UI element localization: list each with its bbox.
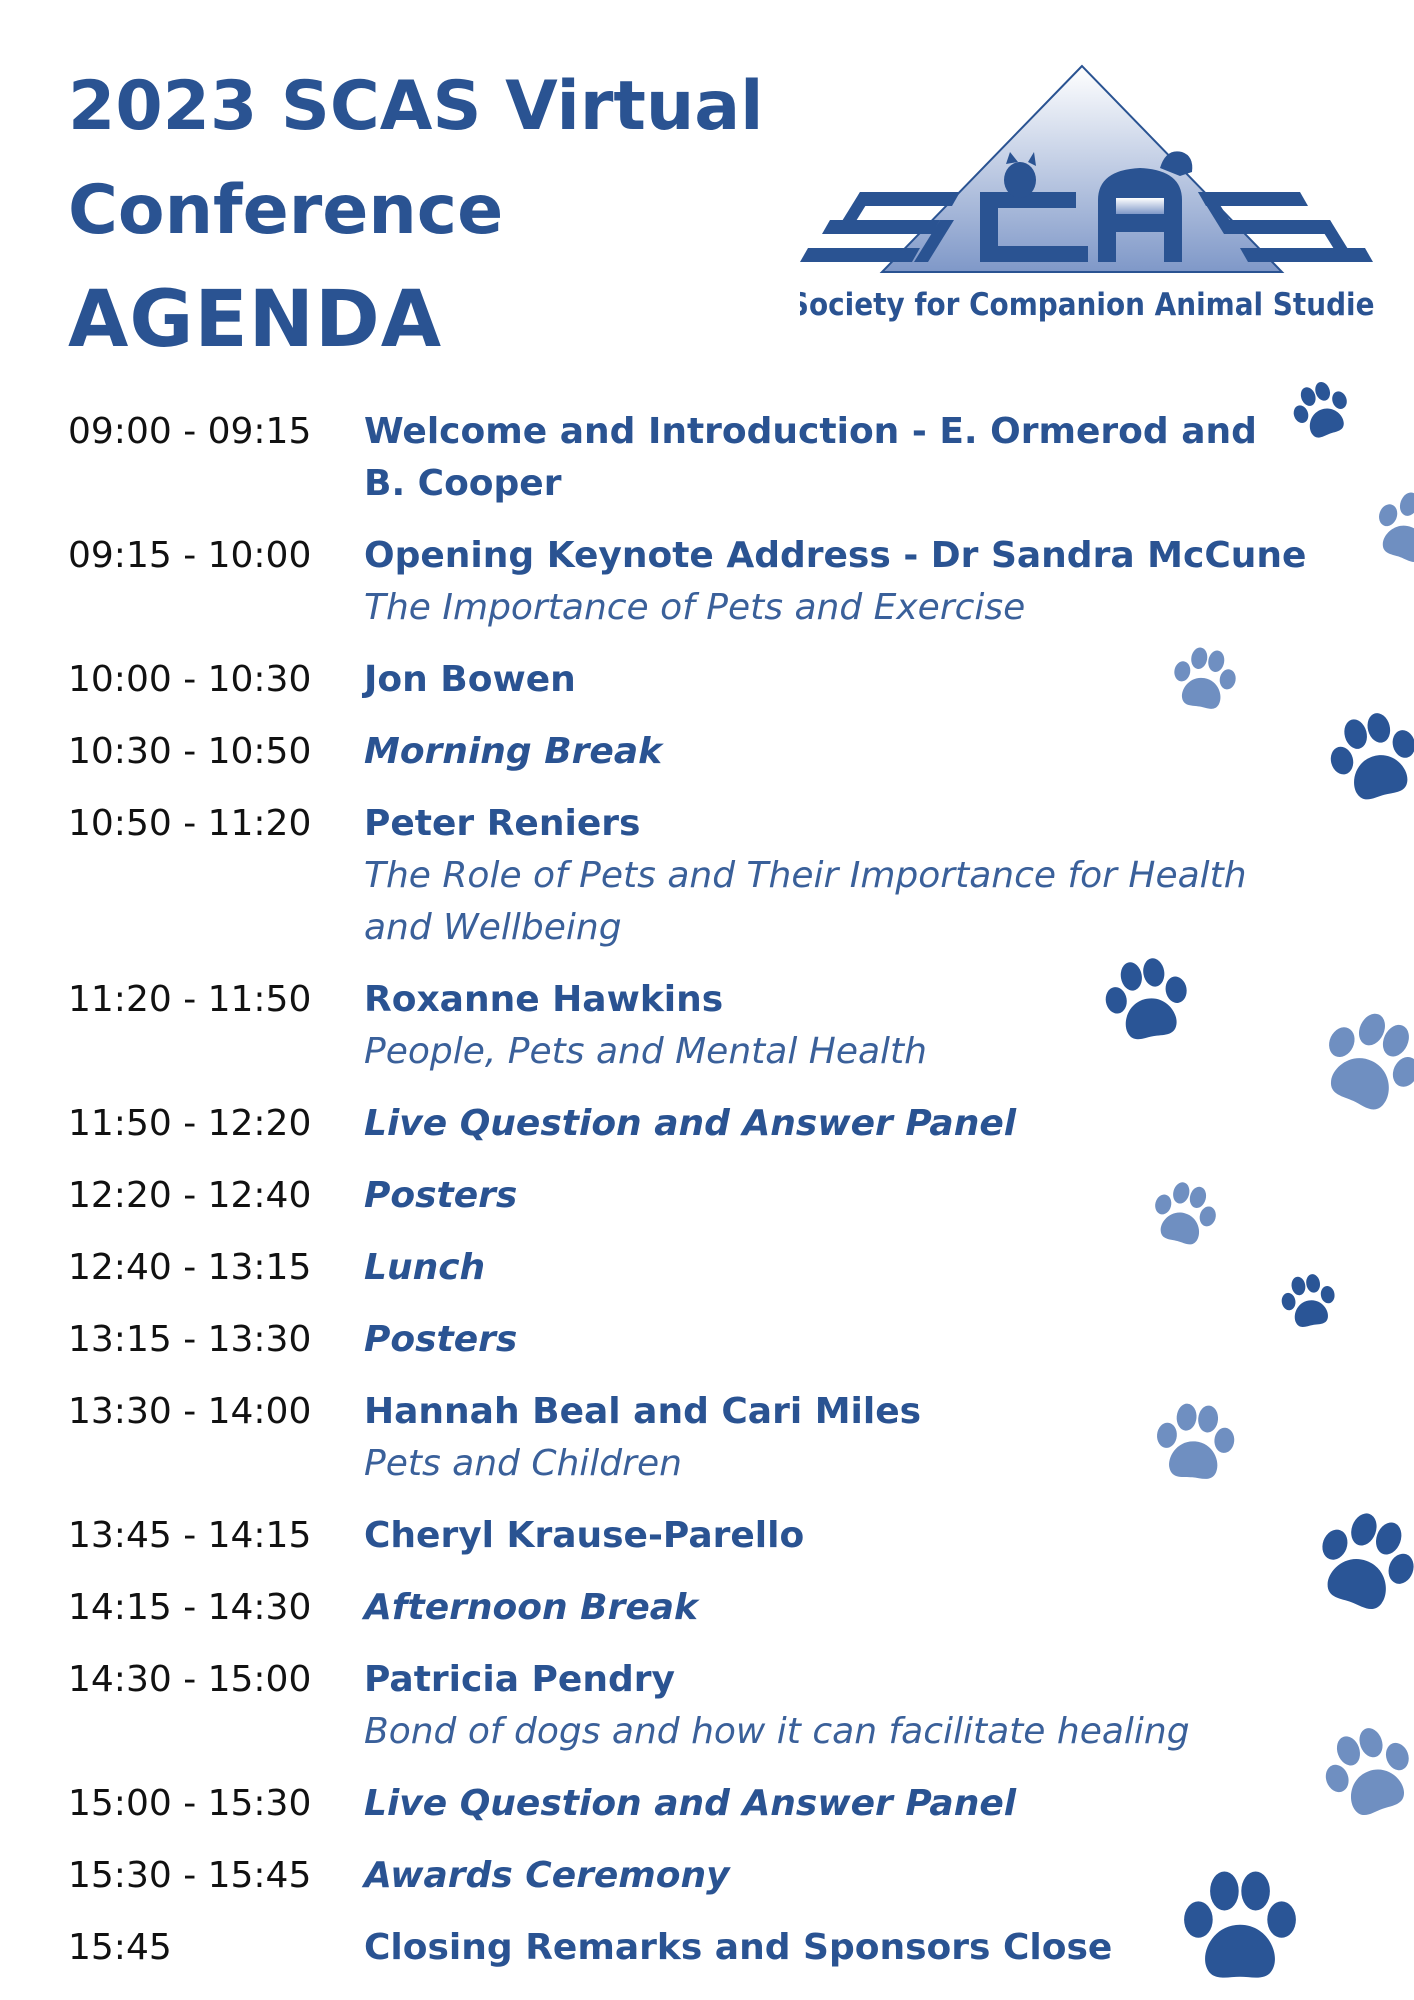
agenda-row xyxy=(68,1242,1308,1294)
agenda-time: 09:00 - 09:15 xyxy=(68,411,312,452)
agenda-title: Welcome and Introduction - E. Ormerod and B. Cooper xyxy=(364,411,1257,504)
agenda-time: 10:30 - 10:50 xyxy=(68,731,312,772)
agenda-row xyxy=(68,1922,1308,1974)
agenda-title: Cheryl Krause-Parello xyxy=(364,1515,805,1556)
paw-print-icon xyxy=(1325,710,1414,810)
agenda-subtitle: The Importance of Pets and Exercise xyxy=(364,587,1026,628)
agenda-row xyxy=(68,1654,1308,1758)
agenda-info xyxy=(364,1314,1308,1366)
agenda-title: Posters xyxy=(364,1175,518,1216)
agenda-info xyxy=(364,406,1308,510)
agenda-title: Live Question and Answer Panel xyxy=(364,1783,1017,1824)
paw-print-icon xyxy=(1290,380,1354,444)
agenda-row xyxy=(68,1170,1308,1222)
agenda-row xyxy=(68,530,1308,634)
agenda-title: Morning Break xyxy=(364,731,663,772)
agenda-title: Opening Keynote Address - Dr Sandra McCune xyxy=(364,535,1307,576)
agenda-time: 09:15 - 10:00 xyxy=(68,535,312,576)
agenda-time: 13:15 - 13:30 xyxy=(68,1319,312,1360)
agenda-heading: AGENDA xyxy=(68,275,443,365)
paw-print-icon xyxy=(1310,1510,1414,1620)
agenda-info xyxy=(364,1922,1308,1974)
agenda-time: 14:15 - 14:30 xyxy=(68,1587,312,1628)
paw-print-icon xyxy=(1100,955,1195,1050)
agenda-title: Awards Ceremony xyxy=(364,1855,730,1896)
agenda-title: Live Question and Answer Panel xyxy=(364,1103,1017,1144)
agenda-time: 15:45 xyxy=(68,1927,172,1968)
agenda-title: Afternoon Break xyxy=(364,1587,699,1628)
agenda-row xyxy=(68,654,1308,706)
agenda-title: Roxanne Hawkins xyxy=(364,979,724,1020)
paw-print-icon xyxy=(1320,1725,1414,1825)
agenda-title: Peter Reniers xyxy=(364,803,641,844)
agenda-title: Closing Remarks and Sponsors Close xyxy=(364,1927,1113,1968)
agenda-time: 14:30 - 15:00 xyxy=(68,1659,312,1700)
page-title-line1: 2023 SCAS Virtual xyxy=(68,67,764,146)
page-title-line2: Conference xyxy=(68,171,504,250)
agenda-list xyxy=(68,406,1308,1974)
paw-print-icon xyxy=(1148,1180,1220,1252)
agenda-info xyxy=(364,726,1308,778)
agenda-row xyxy=(68,1850,1308,1902)
agenda-title: Hannah Beal and Cari Miles xyxy=(364,1391,922,1432)
agenda-time: 10:00 - 10:30 xyxy=(68,659,312,700)
agenda-title: Posters xyxy=(364,1319,518,1360)
agenda-time: 15:00 - 15:30 xyxy=(68,1783,312,1824)
agenda-info xyxy=(364,1850,1308,1902)
agenda-time: 12:40 - 13:15 xyxy=(68,1247,312,1288)
paw-print-icon xyxy=(1168,645,1240,717)
paw-print-icon xyxy=(1175,1865,1305,1995)
agenda-info xyxy=(364,1510,1308,1562)
agenda-time: 13:45 - 14:15 xyxy=(68,1515,312,1556)
agenda-row xyxy=(68,1386,1308,1490)
agenda-row xyxy=(68,1582,1308,1634)
agenda-info xyxy=(364,1098,1308,1150)
agenda-subtitle: Bond of dogs and how it can facilitate healing xyxy=(364,1711,1190,1752)
scas-triangle-logo-icon xyxy=(800,60,1375,330)
agenda-time: 13:30 - 14:00 xyxy=(68,1391,312,1432)
agenda-row xyxy=(68,1778,1308,1830)
agenda-info xyxy=(364,1582,1308,1634)
paw-print-icon xyxy=(1150,1400,1240,1490)
agenda-info xyxy=(364,1654,1308,1758)
agenda-time: 10:50 - 11:20 xyxy=(68,803,312,844)
agenda-time: 12:20 - 12:40 xyxy=(68,1175,312,1216)
agenda-row xyxy=(68,1510,1308,1562)
logo-tagline: Society for Companion Animal Studies xyxy=(800,287,1375,323)
agenda-time: 15:30 - 15:45 xyxy=(68,1855,312,1896)
agenda-row xyxy=(68,798,1308,954)
agenda-time: 11:50 - 12:20 xyxy=(68,1103,312,1144)
agenda-row xyxy=(68,1314,1308,1366)
paw-print-icon xyxy=(1370,490,1414,570)
paw-print-icon xyxy=(1278,1272,1340,1334)
agenda-title: Lunch xyxy=(364,1247,486,1288)
agenda-info xyxy=(364,530,1308,634)
paw-print-icon xyxy=(1315,1010,1414,1120)
agenda-info xyxy=(364,654,1308,706)
agenda-time: 11:20 - 11:50 xyxy=(68,979,312,1020)
agenda-subtitle: People, Pets and Mental Health xyxy=(364,1031,927,1072)
agenda-row xyxy=(68,406,1308,510)
agenda-row xyxy=(68,726,1308,778)
agenda-info xyxy=(364,798,1308,954)
agenda-subtitle: Pets and Children xyxy=(364,1443,682,1484)
scas-logo xyxy=(800,60,1375,330)
agenda-title: Jon Bowen xyxy=(364,659,576,700)
agenda-row xyxy=(68,1098,1308,1150)
agenda-title: Patricia Pendry xyxy=(364,1659,675,1700)
agenda-subtitle: The Role of Pets and Their Importance for Health and Wellbeing xyxy=(364,855,1247,948)
agenda-info xyxy=(364,1778,1308,1830)
